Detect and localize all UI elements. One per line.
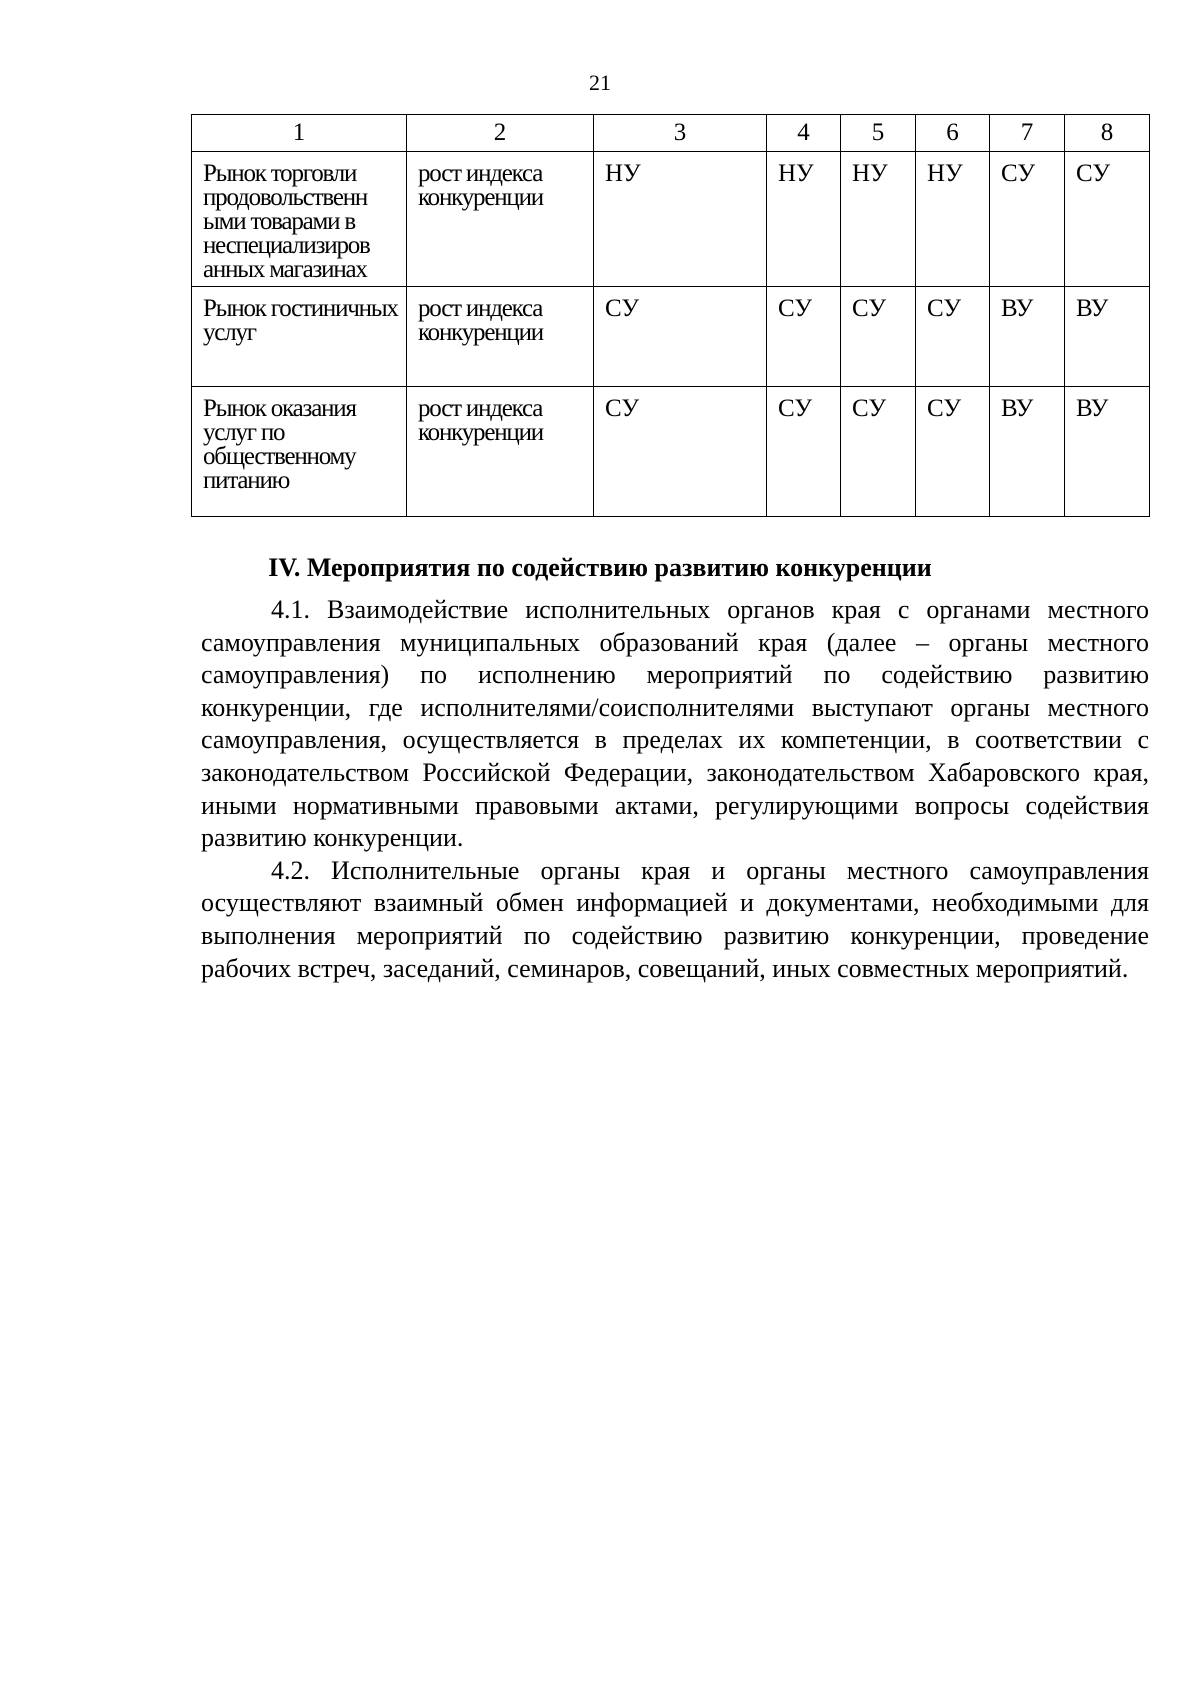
- value-cell: НУ: [916, 152, 990, 287]
- indicator-cell: рост индекса конкуренции: [407, 287, 594, 387]
- table-header-cell: 6: [916, 115, 990, 152]
- value-cell: СУ: [916, 287, 990, 387]
- value-cell: СУ: [767, 287, 841, 387]
- table-header-cell: 5: [841, 115, 916, 152]
- value-cell: СУ: [916, 387, 990, 517]
- value-cell: СУ: [594, 387, 767, 517]
- value-cell: ВУ: [990, 387, 1065, 517]
- section-body: [201, 594, 1149, 985]
- table-header-cell: 8: [1065, 115, 1150, 152]
- value-cell: ВУ: [1065, 287, 1150, 387]
- table-header-cell: 2: [407, 115, 594, 152]
- paragraph-4-2: 4.2. Исполнительные органы края и органы местного самоуправления осуществляют взаимный обмен информацией и документами, необходимыми для выполнения мероприятий по содействию развитию конкуренции, проведение рабочих встреч, заседаний, семинаров, совещаний, иных совместных мероприятий.: [201, 855, 1149, 983]
- value-cell: СУ: [841, 387, 916, 517]
- value-cell: НУ: [767, 152, 841, 287]
- table-header-cell: 1: [192, 115, 407, 152]
- value-cell: ВУ: [1065, 387, 1150, 517]
- value-cell: СУ: [1065, 152, 1150, 287]
- value-cell: СУ: [594, 287, 767, 387]
- market-name-cell: Рынок оказания услуг по общественному питанию: [192, 387, 407, 517]
- table-row: [192, 387, 1150, 517]
- table-header-row: [192, 115, 1150, 152]
- table-row: [192, 287, 1150, 387]
- indicator-cell: рост индекса конкуренции: [407, 387, 594, 517]
- indicator-cell: рост индекса конкуренции: [407, 152, 594, 287]
- value-cell: ВУ: [990, 287, 1065, 387]
- competition-table: [191, 114, 1150, 517]
- value-cell: СУ: [767, 387, 841, 517]
- paragraph-4-1: 4.1. Взаимодействие исполнительных органов края с органами местного самоуправления муниципальных образований края (далее – органы местного самоуправления) по исполнению мероприятий по содействию развитию конкуренции, где исполнителями/соисполнителями выступают органы местного самоуправления, осуществляется в пределах их компетенции, в соответствии с законодательством Российской Федерации, законодательством Хабаровского края, иными нормативными правовыми актами, регулирующими вопросы содействия развитию конкуренции.: [201, 595, 1149, 853]
- table-row: [192, 152, 1150, 287]
- table-header-cell: 7: [990, 115, 1065, 152]
- value-cell: НУ: [841, 152, 916, 287]
- market-name-cell: Рынок гостиничных услуг: [192, 287, 407, 387]
- value-cell: СУ: [841, 287, 916, 387]
- table-header-cell: 4: [767, 115, 841, 152]
- page-number: 21: [589, 70, 611, 95]
- section-heading: IV. Мероприятия по содействию развитию конкуренции: [268, 553, 932, 582]
- market-name-cell: Рынок торговли продовольственн ыми товарами в неспециализиров анных магазинах: [192, 152, 407, 287]
- value-cell: НУ: [594, 152, 767, 287]
- table-header-cell: 3: [594, 115, 767, 152]
- value-cell: СУ: [990, 152, 1065, 287]
